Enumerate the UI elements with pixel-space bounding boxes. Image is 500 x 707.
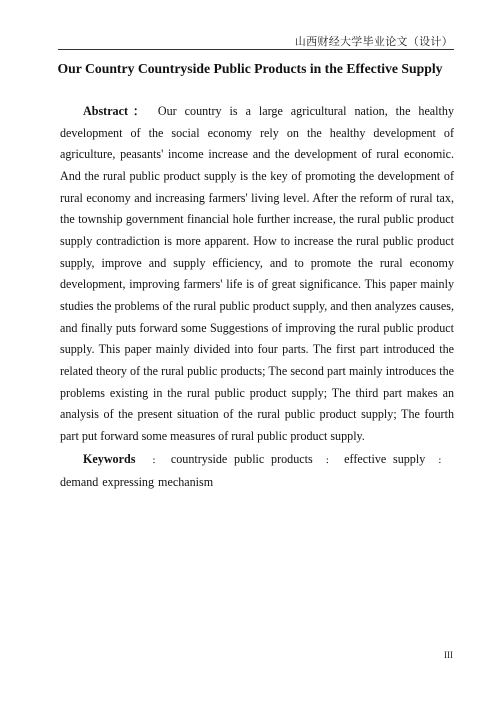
header-rule [58, 49, 454, 50]
keyword-item: countryside public products [170, 452, 313, 466]
running-header: 山西财经大学毕业论文（设计） [294, 35, 453, 48]
keywords-label: Keywords [83, 452, 136, 466]
abstract-label: Abstract： [83, 104, 150, 118]
keyword-item: demand expressing mechanism [60, 474, 214, 489]
keyword-item: effective supply [344, 452, 426, 466]
document-title: Our Country Countryside Public Products in the Effective Supply [57, 61, 443, 76]
abstract-text: Our country is a large agricultural nation, the healthy development of the social economy rely on the healthy development of agriculture, peasants' income increase and the development of rural economic. And the rural public product supply is the key of promoting the development of rural economy and increasing farmers' living level. After the reform of rural tax, the township government financial hole further increase, the rural public product supply contradiction is more apparent. How to increase the rural public product supply, improve and supply efficiency, and to promote the rural economy development, improving farmers' life is of great significance. This paper mainly studies the problems of the rural public product supply, and then analyzes causes, and finally puts forward some Suggestions of improving the rural public product supply. This paper mainly divided into four parts. The first part introduced the related theory of the rural public products; The second part mainly introduces the problems existing in the rural public product supply; The third part makes an analysis of the present situation of the rural public product supply; The fourth part put forward some measures of rural public product supply. [60, 104, 454, 443]
page-number: III [444, 650, 453, 660]
keywords-paragraph [60, 449, 454, 493]
abstract-paragraph [60, 101, 454, 448]
keyword-separator: ： [322, 456, 337, 465]
keyword-separator: ： [435, 456, 446, 465]
keyword-separator: ： [149, 456, 163, 465]
